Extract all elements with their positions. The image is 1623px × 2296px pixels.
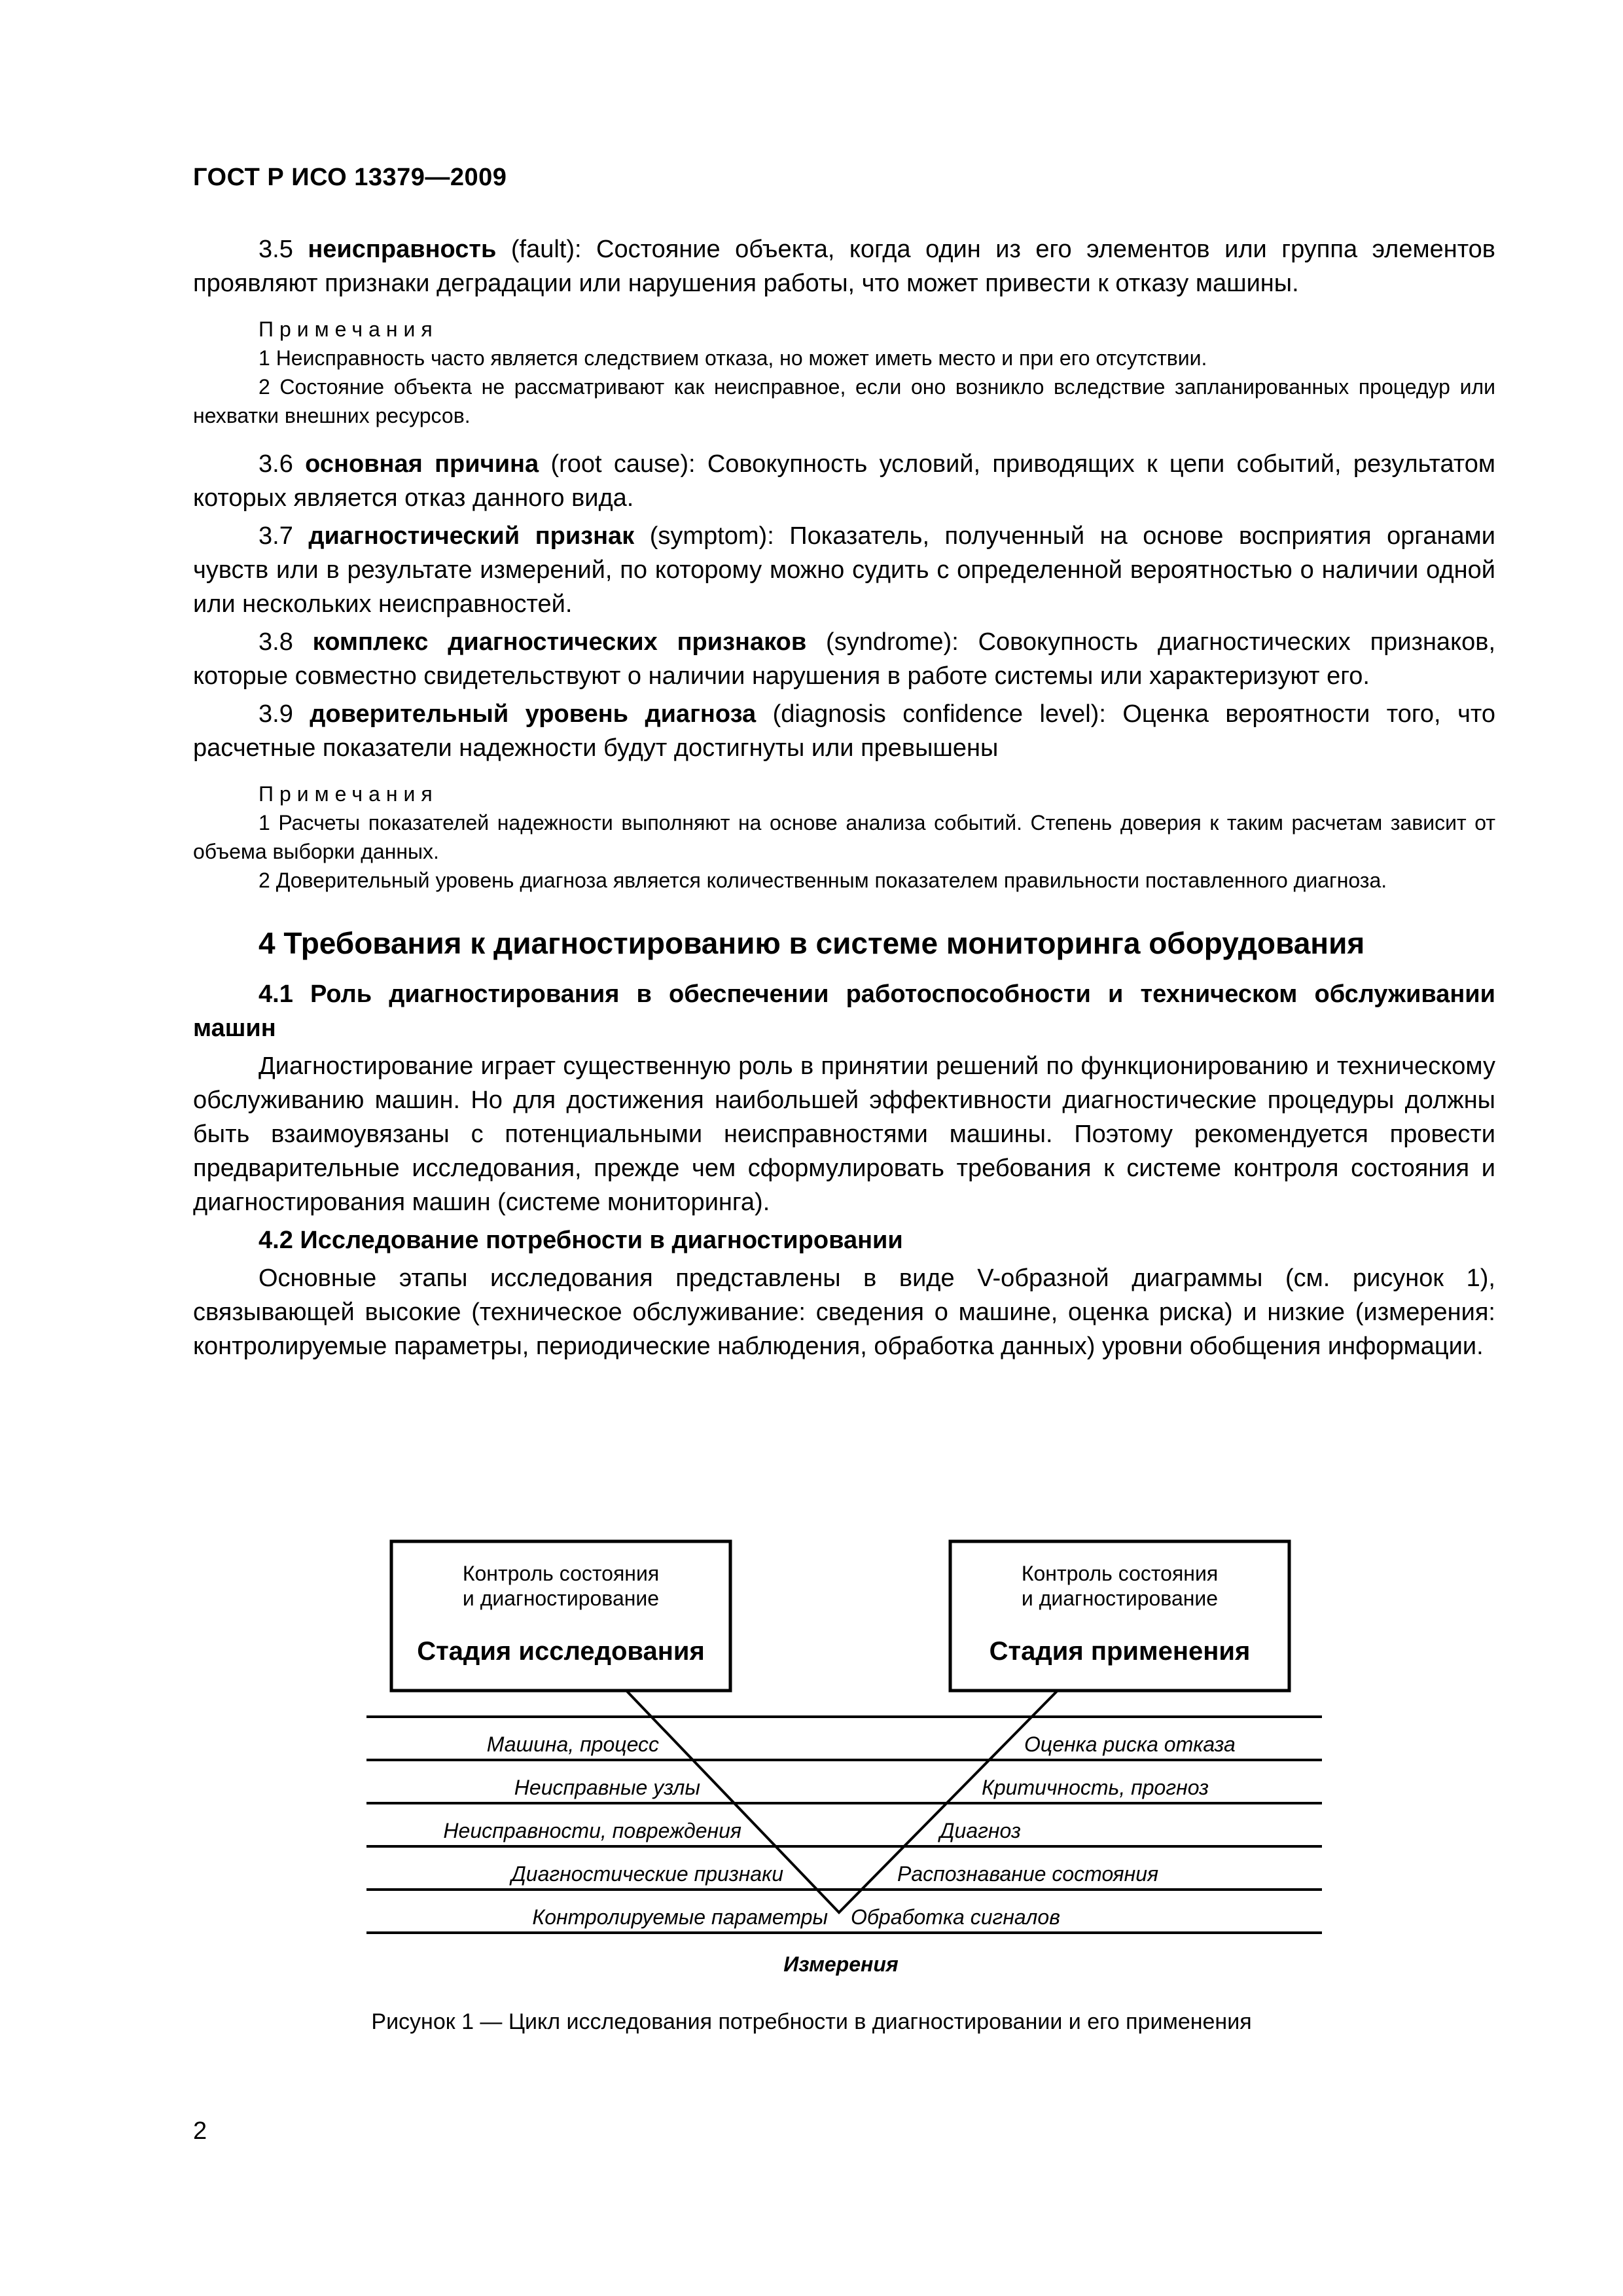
main-content bbox=[193, 232, 1495, 1367]
clause-3-6: 3.6 основная причина (root cause): Совокупность условий, приводящих к цепи событий, результатом которых является отказ данного вида. bbox=[193, 450, 1495, 512]
right-level-label: Критичность, прогноз bbox=[982, 1776, 1209, 1799]
section-4-1-heading: 4.1 Роль диагностирования в обеспечении работоспособности и техническом обслуживании машин bbox=[193, 980, 1495, 1042]
clause-3-7: 3.7 диагностический признак (symptom): Показатель, полученный на основе восприятия органами чувств или в результате измерений, по которому можно судить с определенной вероятностью о наличии одной или нескольких неисправностей. bbox=[193, 522, 1495, 618]
note-item: 2 Состояние объекта не рассматривают как неисправное, если оно возникло вследствие запланированных процедур или нехватки внешних ресурсов. bbox=[193, 375, 1495, 427]
clause-3-5: 3.5 неисправность (fault): Состояние объекта, когда один из его элементов или группа элементов проявляют признаки деградации или нарушения работы, что может привести к отказу машины. bbox=[193, 236, 1495, 297]
section-4-1-text: Диагностирование играет существенную роль в принятии решений по функционированию и техническому обслуживанию машин. Но для достижения наибольшей эффективности диагностические процедуры должны быть взаимоувязаны с потенциальными неисправностями машины. Поэтому рекомендуется провести предварительные исследования, прежде чем сформулировать требования к системе контроля состояния и диагностирования машин (системе мониторинга). bbox=[193, 1052, 1495, 1216]
left-level-label: Машина, процесс bbox=[486, 1732, 659, 1756]
clause-3-8: 3.8 комплекс диагностических признаков (syndrome): Совокупность диагностических признаков, которые совместно свидетельствуют о наличии нарушения в работе системы или характеризуют его. bbox=[193, 628, 1495, 690]
left-box-line1: Контроль состояния bbox=[462, 1562, 660, 1585]
section-4-heading: 4 Требования к диагностированию в системе мониторинга оборудования bbox=[259, 926, 1365, 960]
right-box-line2: и диагностирование bbox=[1021, 1587, 1219, 1610]
note-item: 1 Неисправность часто является следствием отказа, но может иметь место и при его отсутствии. bbox=[259, 346, 1207, 370]
right-box-line1: Контроль состояния bbox=[1021, 1562, 1219, 1585]
v-diagram-figure bbox=[360, 1532, 1329, 1990]
left-level-label: Неисправные узлы bbox=[514, 1776, 700, 1799]
section-4-2-text: Основные этапы исследования представлены в виде V-образной диаграммы (см. рисунок 1), связывающей высокие (техническое обслуживание: сведения о машине, оценка риска) и низкие (измерения: контролируемые параметры, периодические наблюдения, обработка данных) уровни обобщения информации. bbox=[193, 1265, 1495, 1360]
v-diagram-svg bbox=[360, 1532, 1329, 1990]
right-level-label: Оценка риска отказа bbox=[1024, 1732, 1236, 1756]
clause-3-9: 3.9 доверительный уровень диагноза (diagnosis confidence level): Оценка вероятности того, что расчетные показатели надежности будут достигнуты или превышены bbox=[193, 700, 1495, 762]
page-number: 2 bbox=[193, 2117, 207, 2145]
right-level-label: Диагноз bbox=[940, 1819, 1021, 1842]
right-box-stage: Стадия применения bbox=[989, 1637, 1251, 1666]
right-level-label: Обработка сигналов bbox=[851, 1905, 1060, 1929]
left-box-line2: и диагностирование bbox=[462, 1587, 660, 1610]
left-box-stage: Стадия исследования bbox=[417, 1637, 705, 1666]
notes-block-2 bbox=[193, 780, 1495, 895]
measurements-label: Измерения bbox=[783, 1952, 899, 1976]
section-4-2-heading: 4.2 Исследование потребности в диагностировании bbox=[259, 1227, 903, 1254]
notes-title: Примечания bbox=[259, 317, 438, 341]
document-header: ГОСТ Р ИСО 13379—2009 bbox=[193, 164, 507, 191]
left-level-label: Контролируемые параметры bbox=[532, 1905, 828, 1929]
left-level-label: Диагностические признаки bbox=[511, 1862, 783, 1886]
left-level-label: Неисправности, повреждения bbox=[443, 1819, 741, 1842]
note-item: 2 Доверительный уровень диагноза является количественным показателем правильности поставленного диагноза. bbox=[259, 869, 1387, 892]
right-level-label: Распознавание состояния bbox=[897, 1862, 1159, 1886]
notes-title: Примечания bbox=[259, 782, 438, 806]
figure-caption: Рисунок 1 — Цикл исследования потребности в диагностировании и его применения bbox=[371, 2009, 1252, 2034]
note-item: 1 Расчеты показателей надежности выполняют на основе анализа событий. Степень доверия к таким расчетам зависит от объема выборки данных. bbox=[193, 811, 1495, 863]
notes-block-1 bbox=[193, 315, 1495, 430]
